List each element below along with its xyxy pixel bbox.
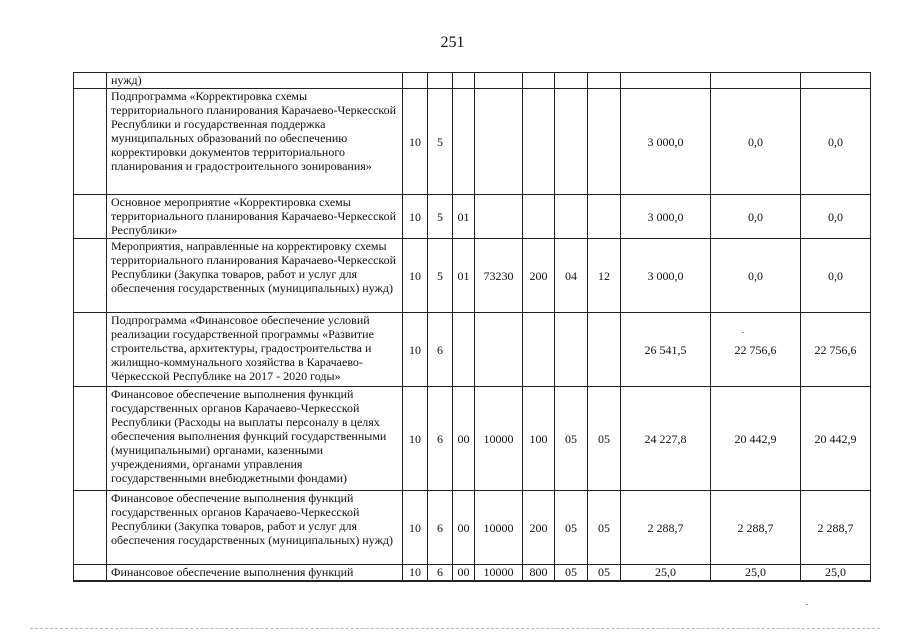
amount-cell: 25,0 [801,565,871,581]
code-cell: 01 [453,195,475,239]
amount-cell: 0,0 [801,239,871,313]
code-cell: 10000 [475,387,523,491]
code-cell: 04 [555,239,588,313]
code-cell [555,195,588,239]
amount-cell: 3 000,0 [621,195,711,239]
code-cell: 73230 [475,239,523,313]
amount-cell: 26 541,5 [621,313,711,387]
index-cell [74,195,107,239]
row-name: Финансовое обеспечение выполнения функций государственных органов Карачаево-Черкесской Республики (Закупка товаров, работ и услуг для обеспечения государственных (муниципальных) нужд) [107,491,403,565]
code-cell [555,89,588,195]
code-cell [475,313,523,387]
code-cell: 5 [428,239,453,313]
code-cell: 05 [555,565,588,581]
amount-cell: 22 756,6 [801,313,871,387]
code-cell: 12 [588,239,621,313]
code-cell: 05 [588,491,621,565]
amount-cell: 2 288,7 [621,491,711,565]
code-cell [523,73,555,89]
code-cell: 10000 [475,565,523,581]
scan-edge-line [30,628,880,629]
row-name: Подпрограмма «Финансовое обеспечение условий реализации государственной программы «Развитие строительства, архитектуры, градостроительства и жилищно-коммунального хозяйства в Карачаево-Черкесской Республике на 2017 - 2020 годы» [107,313,403,387]
table-row [74,73,871,89]
table-row [74,195,871,239]
code-cell: 05 [555,491,588,565]
amount-cell: 25,0 [621,565,711,581]
code-cell [403,73,428,89]
amount-cell: 0,0 [711,195,801,239]
row-name: нужд) [107,73,403,89]
code-cell: 6 [428,565,453,581]
code-cell: 00 [453,565,475,581]
amount-cell: 25,0 [711,565,801,581]
code-cell: 10 [403,387,428,491]
amount-cell: 20 442,9 [801,387,871,491]
code-cell: 10 [403,565,428,581]
code-cell: 6 [428,387,453,491]
table-row [74,239,871,313]
amount-cell: 22 756,6 [711,313,801,387]
index-cell [74,313,107,387]
code-cell [588,313,621,387]
code-cell: 10 [403,195,428,239]
code-cell: 01 [453,239,475,313]
code-cell [523,313,555,387]
code-cell [588,195,621,239]
code-cell: 10 [403,239,428,313]
table-row [74,387,871,491]
code-cell: 00 [453,387,475,491]
code-cell: 6 [428,491,453,565]
amount-cell: 3 000,0 [621,239,711,313]
code-cell: 05 [555,387,588,491]
row-name: Мероприятия, направленные на корректировку схемы территориального планирования Карачаево-Черкесской Республики (Закупка товаров, работ и услуг для обеспечения государственных (муниципальных) нужд) [107,239,403,313]
amount-cell [621,73,711,89]
row-name: Основное мероприятие «Корректировка схемы территориального планирования Карачаево-Черкесской Республики» [107,195,403,239]
amount-cell: 0,0 [711,239,801,313]
amount-cell: 20 442,9 [711,387,801,491]
code-cell [523,195,555,239]
row-name: Финансовое обеспечение выполнения функций государственных органов Карачаево-Черкесской Республики (Расходы на выплаты персоналу в целях обеспечения выполнения функций государственными (муниципальными) органами, казенными учреждениями, органами управления государственными внебюджетными фондами) [107,387,403,491]
code-cell: 05 [588,387,621,491]
amount-cell: 2 288,7 [711,491,801,565]
index-cell [74,73,107,89]
amount-cell [801,73,871,89]
code-cell [555,73,588,89]
table-row [74,89,871,195]
code-cell: 6 [428,313,453,387]
amount-cell [711,73,801,89]
code-cell: 100 [523,387,555,491]
index-cell [74,491,107,565]
code-cell [475,195,523,239]
amount-cell: 0,0 [801,89,871,195]
code-cell: 800 [523,565,555,581]
amount-cell: 24 227,8 [621,387,711,491]
index-cell [74,387,107,491]
code-cell: 10 [403,89,428,195]
code-cell [588,89,621,195]
budget-table [73,72,871,582]
index-cell [74,239,107,313]
code-cell: 10 [403,313,428,387]
code-cell [555,313,588,387]
code-cell [475,73,523,89]
row-name: Финансовое обеспечение выполнения функций [107,565,403,581]
table-row [74,491,871,565]
amount-cell: 3 000,0 [621,89,711,195]
code-cell [588,73,621,89]
code-cell [428,73,453,89]
scan-speck [806,604,808,605]
index-cell [74,89,107,195]
code-cell [523,89,555,195]
page-number: 251 [440,34,465,51]
amount-cell: 2 288,7 [801,491,871,565]
code-cell: 200 [523,491,555,565]
amount-cell: 0,0 [801,195,871,239]
table-row [74,313,871,387]
code-cell [453,89,475,195]
code-cell: 00 [453,491,475,565]
scan-speck [742,332,744,333]
table-row [74,565,871,581]
code-cell: 5 [428,195,453,239]
index-cell [74,565,107,581]
row-name: Подпрограмма «Корректировка схемы территориального планирования Карачаево-Черкесской Республики и государственная поддержка муниципальных образований по обеспечению корректировки документов территориального планирования и градостроительного зонирования» [107,89,403,195]
code-cell: 200 [523,239,555,313]
amount-cell: 0,0 [711,89,801,195]
code-cell [475,89,523,195]
code-cell [453,313,475,387]
code-cell [453,73,475,89]
code-cell: 10 [403,491,428,565]
code-cell: 10000 [475,491,523,565]
code-cell: 05 [588,565,621,581]
code-cell: 5 [428,89,453,195]
